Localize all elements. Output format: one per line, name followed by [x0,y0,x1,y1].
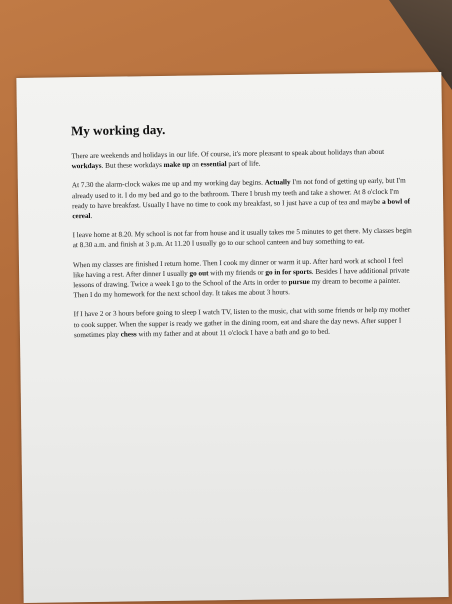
paragraph-2 [72,176,413,222]
text-run: . [90,211,93,220]
text-run: If I have 2 or 3 hours before going to sleep I watch TV, listen to the music, chat with some friends or help my mother to cook supper. When the supper is ready we gather in the dining room, eat and share the day news. After supper I sometimes play [73,305,411,340]
text-run: At 7.30 the alarm-clock wakes me up and my working day begins. [71,178,265,190]
text-run: There are weekends and holidays in our life. Of course, it's more pleasant to speak about holidays than about [71,147,385,161]
paragraph-5 [74,305,414,340]
text-run: I'm not fond of getting up early, but I'm already used to it. I do my bed and go to the bathroom. There I brush my teeth and take a shower. At 8 o'clock I'm ready to have breakfast. Usually I have no time to cook my breakfast, so I just have a cup of tea and maybe [71,176,406,211]
bold-term: chess [120,330,137,339]
document-body [71,118,414,349]
paragraph-4 [73,255,414,301]
text-run: . Besides I have additional private lessons of drawing. Twice a week I go to the School of the Arts in order to [73,266,410,290]
paragraph-1 [71,146,411,171]
document-paragraphs [71,146,414,340]
text-run: with my friends or [208,268,266,278]
text-run: with my father and at about 11 o'clock I have a bath and go to bed. [136,327,330,339]
bold-term: pursue [288,277,310,287]
text-run: . But these workdays [101,161,164,171]
paragraph-3 [72,226,412,251]
document-title: My working day. [70,121,166,139]
bold-term: go in for sports [265,267,312,277]
bold-term: a bowl of cereal [72,197,411,221]
bold-term: Actually [264,178,291,187]
bold-term: essential [200,160,227,169]
bold-term: make up [163,160,191,170]
text-run: my dream to become a painter. Then I do my homework for the next school day. It takes me about 3 hours. [73,276,401,300]
bold-term: go out [189,269,209,278]
text-run: When my classes are finished I return home. Then I cook my dinner or warm it up. After hard work at school I feel like having a rest. After dinner I usually [72,256,404,280]
bold-term: workdays [71,162,102,171]
text-run: an [190,160,201,169]
paper-sheet [16,72,448,603]
text-run: I leave home at 8.20. My school is not far from house and it usually takes me 5 minutes to get there. My classes begin at 8.30 a.m. and finish at 3 p.m. At 11.20 I usually go to our school canteen and buy something to eat. [72,226,412,250]
text-run: part of life. [226,159,261,169]
